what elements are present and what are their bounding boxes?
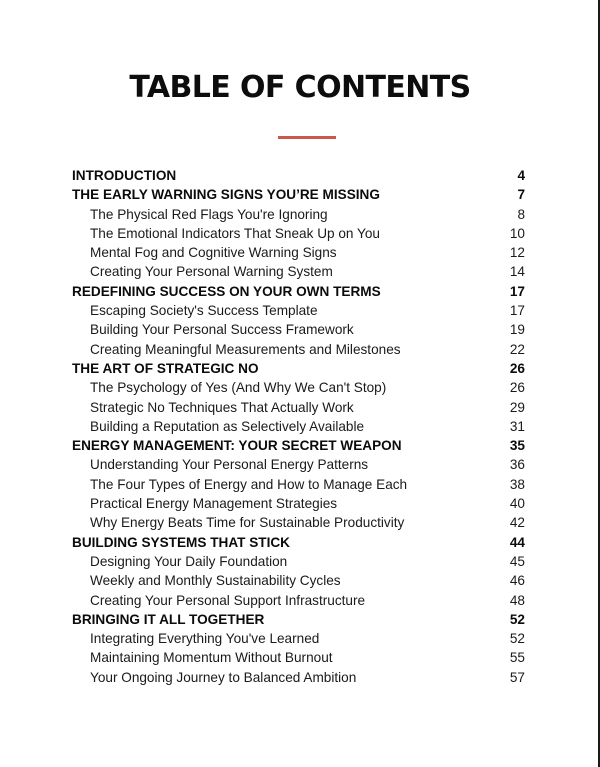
toc-section-entry[interactable]: [72, 340, 525, 359]
toc-section-entry[interactable]: [72, 320, 525, 339]
toc-chapter-entry[interactable]: [72, 533, 525, 552]
toc-entry-title: The Four Types of Energy and How to Manage Each: [90, 476, 408, 492]
toc-section-entry[interactable]: [72, 668, 525, 687]
toc-entry-page-number: 52: [509, 631, 525, 647]
toc-section-entry[interactable]: [72, 648, 525, 667]
toc-entry-page-number: 29: [509, 399, 525, 415]
toc-entry-page-number: 26: [509, 360, 525, 376]
toc-section-entry[interactable]: [72, 417, 525, 436]
toc-section-entry[interactable]: [72, 552, 525, 571]
toc-entry-title: Integrating Everything You've Learned: [90, 631, 320, 647]
toc-section-entry[interactable]: [72, 398, 525, 417]
toc-entry-title: Building a Reputation as Selectively Available: [90, 418, 365, 434]
toc-entry-title: BUILDING SYSTEMS THAT STICK: [72, 534, 291, 550]
toc-section-entry[interactable]: [72, 378, 525, 397]
toc-entry-title: Creating Your Personal Support Infrastructure: [90, 592, 366, 608]
toc-entry-page-number: 31: [509, 418, 525, 434]
toc-entry-page-number: 4: [517, 168, 525, 183]
toc-entry-title: Strategic No Techniques That Actually Work: [90, 399, 354, 415]
toc-entry-title: ENERGY MANAGEMENT: YOUR SECRET WEAPON: [72, 438, 402, 454]
toc-entry-page-number: 42: [509, 515, 525, 531]
toc-entry-title: The Emotional Indicators That Sneak Up on You: [90, 225, 380, 241]
title-divider: [278, 136, 336, 139]
toc-entry-title: Weekly and Monthly Sustainability Cycles: [90, 573, 341, 589]
toc-entry-page-number: 36: [509, 457, 525, 473]
toc-entry-page-number: 10: [509, 225, 525, 241]
toc-entry-title: The Psychology of Yes (And Why We Can't Stop): [90, 380, 387, 396]
toc-entry-page-number: 52: [509, 611, 525, 627]
toc-entry-page-number: 17: [509, 303, 525, 319]
toc-entry-page-number: 38: [509, 476, 525, 492]
toc-entry-page-number: 57: [509, 669, 525, 685]
toc-entry-page-number: 35: [509, 438, 525, 454]
toc-section-entry[interactable]: [72, 629, 525, 648]
toc-entry-title: Mental Fog and Cognitive Warning Signs: [90, 245, 337, 261]
toc-chapter-entry[interactable]: [72, 436, 525, 455]
toc-section-entry[interactable]: [72, 301, 525, 320]
toc-entry-title: Why Energy Beats Time for Sustainable Productivity: [90, 515, 405, 531]
toc-entry-title: Building Your Personal Success Framework: [90, 322, 354, 338]
toc-entry-page-number: 46: [509, 573, 525, 589]
toc-chapter-entry[interactable]: [72, 166, 525, 185]
toc-section-entry[interactable]: [72, 205, 525, 224]
toc-section-entry[interactable]: [72, 591, 525, 610]
toc-entry-title: The Physical Red Flags You're Ignoring: [90, 206, 328, 222]
toc-entry-page-number: 8: [517, 206, 525, 222]
toc-section-entry[interactable]: [72, 262, 525, 281]
toc-entry-page-number: 48: [509, 592, 525, 608]
toc-entry-title: Maintaining Momentum Without Burnout: [90, 650, 333, 666]
toc-entry-page-number: 26: [509, 380, 525, 396]
toc-section-entry[interactable]: [72, 571, 525, 590]
toc-section-entry[interactable]: [72, 494, 525, 513]
toc-chapter-entry[interactable]: [72, 359, 525, 378]
toc-entry-title: Your Ongoing Journey to Balanced Ambition: [90, 669, 357, 685]
toc-entry-page-number: 44: [509, 534, 525, 550]
toc-entry-page-number: 7: [517, 187, 525, 203]
toc-entry-page-number: 45: [509, 553, 525, 569]
toc-section-entry[interactable]: [72, 475, 525, 494]
toc-entry-title: REDEFINING SUCCESS ON YOUR OWN TERMS: [72, 283, 381, 299]
toc-entry-title: Creating Meaningful Measurements and Milestones: [90, 341, 401, 357]
toc-entry-page-number: 55: [509, 650, 525, 666]
toc-entry-page-number: 17: [509, 283, 525, 299]
toc-entry-title: Understanding Your Personal Energy Patterns: [90, 457, 369, 473]
toc-entry-title: THE EARLY WARNING SIGNS YOU’RE MISSING: [72, 187, 380, 203]
page-title: TABLE OF CONTENTS: [129, 70, 471, 105]
toc-entry-title: Designing Your Daily Foundation: [90, 553, 288, 569]
toc-entry-page-number: 12: [509, 245, 525, 261]
toc-entry-title: INTRODUCTION: [72, 168, 177, 183]
toc-entry-title: THE ART OF STRATEGIC NO: [72, 360, 259, 376]
toc-chapter-entry[interactable]: [72, 610, 525, 629]
toc-section-entry[interactable]: [72, 224, 525, 243]
toc-section-entry[interactable]: [72, 455, 525, 474]
toc-entry-title: Escaping Society's Success Template: [90, 303, 318, 319]
toc-entry-title: Practical Energy Management Strategies: [90, 496, 338, 512]
toc-entry-title: Creating Your Personal Warning System: [90, 264, 333, 280]
toc-section-entry[interactable]: [72, 243, 525, 262]
toc-entry-page-number: 22: [509, 341, 525, 357]
toc-entry-page-number: 40: [509, 496, 525, 512]
toc-entry-title: BRINGING IT ALL TOGETHER: [72, 611, 265, 627]
table-of-contents: [72, 166, 525, 687]
toc-section-entry[interactable]: [72, 513, 525, 532]
toc-chapter-entry[interactable]: [72, 282, 525, 301]
toc-entry-page-number: 14: [509, 264, 525, 280]
toc-chapter-entry[interactable]: [72, 185, 525, 204]
toc-entry-page-number: 19: [509, 322, 525, 338]
